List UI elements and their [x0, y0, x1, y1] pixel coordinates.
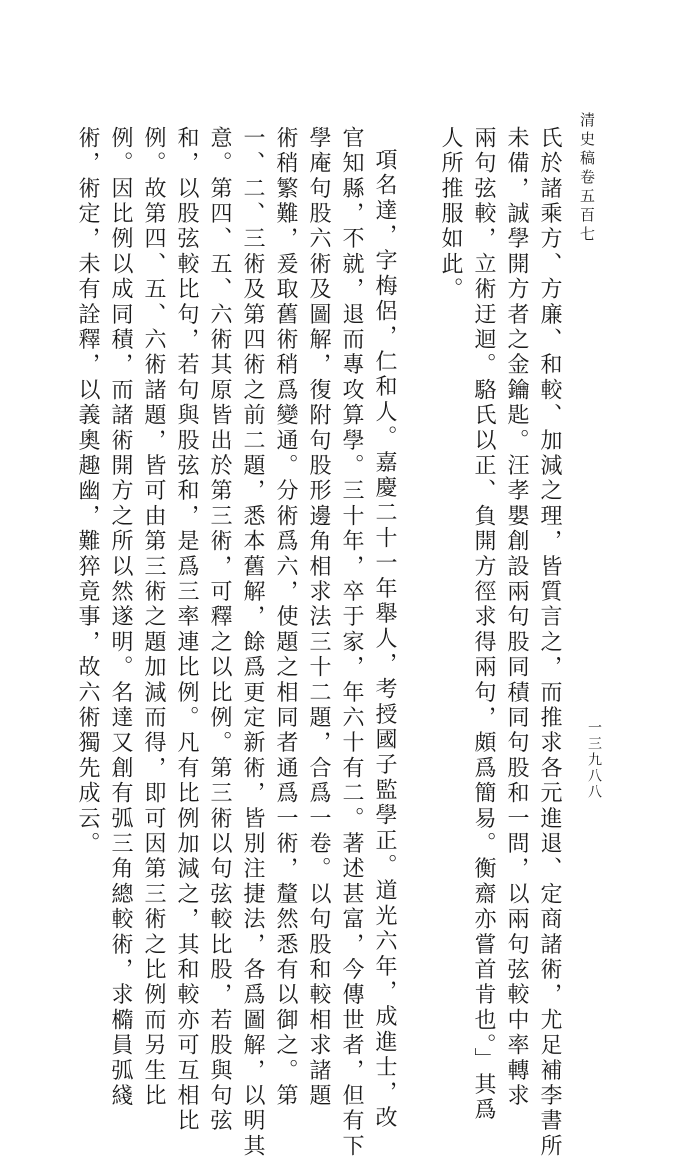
running-title: 清史稿卷五百七	[578, 112, 596, 245]
text-column-1: 氏於諸乘方、方廉、和較、加減之理，皆質言之，而推求各元進退、定商諸術，尤足補李書所	[537, 126, 562, 1159]
text-column-3: 兩句弦較，立術迂迴。駱氏以正、負開方徑求得兩句，頗爲簡易。衡齋亦嘗首肯也。」其爲	[471, 126, 496, 1123]
page-number: 一三九八八	[586, 720, 602, 800]
text-column-7: 學庵句股六術及圖解，復附句股形邊角相求法三十二題，合爲一卷。以句股和較相求諸題	[306, 126, 331, 1109]
text-column-12: 例。故第四、五、六術諸題，皆可由第三術之題加減而得，即可因第三術之比例而另生比	[141, 126, 166, 1109]
text-column-5: 項名達，字梅侶，仁和人。嘉慶二十一年舉人，考授國子監學正。道光六年，成進士，改	[372, 148, 397, 1131]
text-column-9: 一、二、三術及第四術之前二題，悉本舊解，餘爲更定新術，皆別注捷法，各爲圖解，以明其	[240, 126, 265, 1159]
text-column-2: 未備，誠學開方者之金鑰匙。汪孝嬰創設兩句股同積同句股和一問，以兩句弦較中率轉求	[504, 126, 529, 1109]
text-column-14: 術，術定，未有詮釋，以義奧趣幽，難猝竟事，故六術獨先成云。	[75, 126, 100, 857]
text-column-13: 例。因比例以成同積，而諸術開方之所以然遂明。名達又創有弧三角總較術，求橢員弧綫	[108, 126, 133, 1109]
text-column-8: 術稍繁難，爰取舊術稍爲變通。分術爲六，使題之相同者通爲一術，釐然悉有以御之。第	[273, 126, 298, 1109]
text-column-4: 人所推服如此。	[438, 126, 463, 303]
text-column-6: 官知縣，不就，退而專攻算學。三十年，卒于家，年六十有二。著述甚富，今傳世者，但有下	[339, 126, 364, 1159]
text-column-11: 和，以股弦較比句，若句與股弦和，是爲三率連比例。凡有比例加減之，其和較亦可互相比	[174, 126, 199, 1134]
text-column-10: 意。第四、五、六術其原皆出於第三術，可釋之以比例。第三術以句弦較比股，若股與句弦	[207, 126, 232, 1134]
